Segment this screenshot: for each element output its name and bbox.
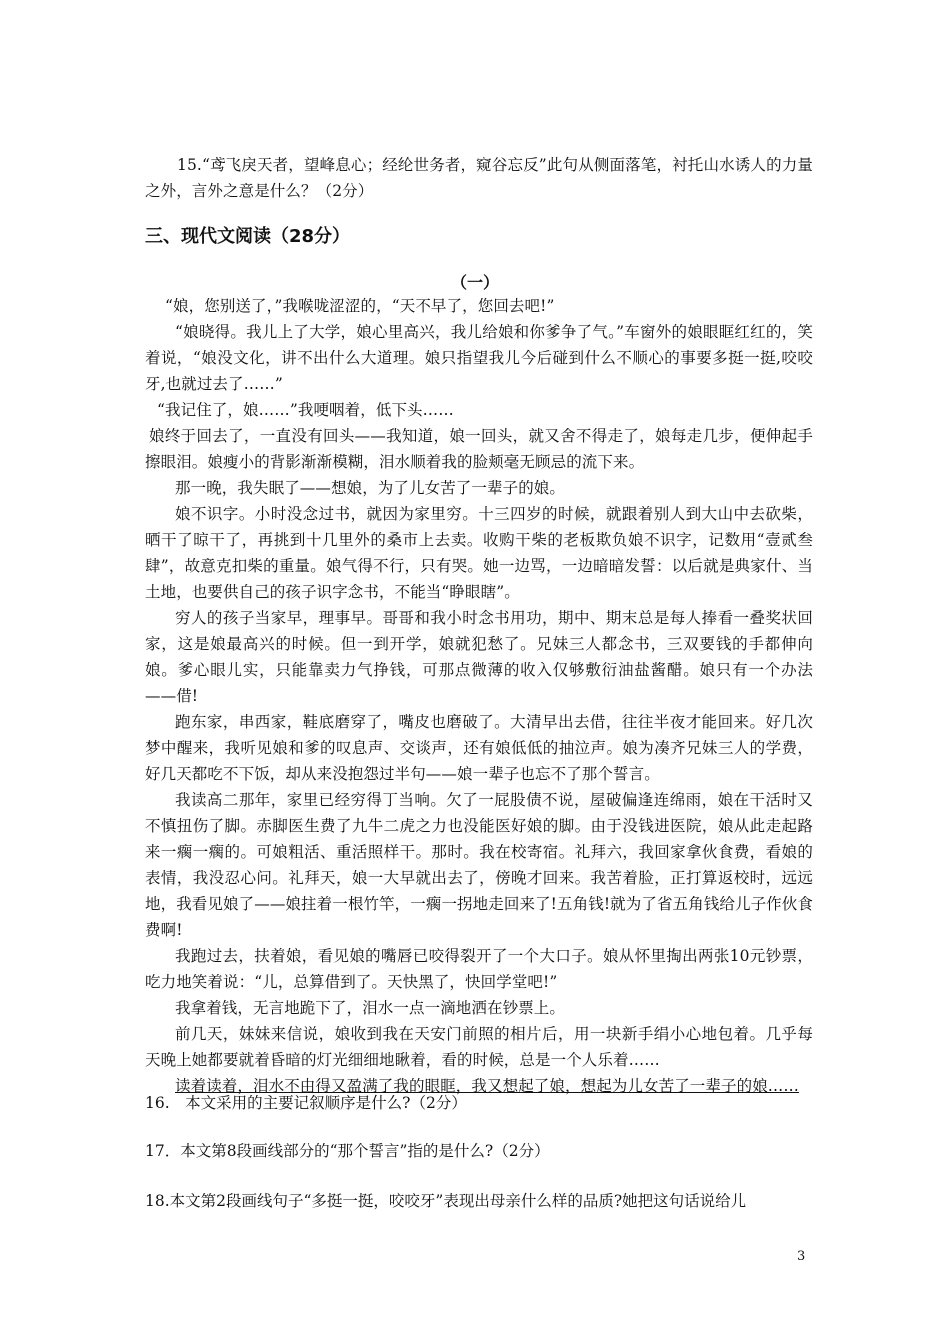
question-15: 15.“鸢飞戾天者，望峰息心；经纶世务者，窥谷忘反”此句从侧面落笔，衬托山水诱人的力量之外，言外之意是什么？（2分） [145,156,813,200]
paragraph: 前几天，妹妹来信说，娘收到我在天安门前照的相片后，用一块新手绢小心地包着。几乎每天晚上她都要就着昏暗的灯光细细地瞅着，看的时候，总是一个人乐着…… [145,1025,813,1069]
paragraph: 我读高二那年，家里已经穷得丁当响。欠了一屁股债不说，屋破偏逢连绵雨，娘在干活时又不慎扭伤了脚。赤脚医生费了九牛二虎之力也没能医好娘的脚。由于没钱进医院，娘从此走起路来一瘸一瘸的。可娘粗活、重活照样干。那时。我在校寄宿。礼拜六，我回家拿伙食费，看娘的表情，我没忍心问。礼拜天，娘一大早就出去了，傍晚才回来。我苦着脸，正打算返校时，远远地，我看见娘了——娘拄着一根竹竿，一瘸一拐地走回来了!五角钱!就为了省五角钱给儿子作伙食费啊! [145,791,813,939]
paragraph: 那一晚，我失眠了——想娘，为了儿女苦了一辈子的娘。 [175,479,566,497]
paragraph: 穷人的孩子当家早，理事早。哥哥和我小时念书用功，期中、期末总是每人捧看一叠奖状回家，这是娘最高兴的时候。但一到开学，娘就犯愁了。兄妹三人都念书，三双要钱的手都伸向娘。爹心眼儿实，只能靠卖力气挣钱，可那点微薄的收入仅够敷衍油盐酱醋。娘只有一个办法——借! [145,609,813,705]
question-16: 16. 本文采用的主要记叙顺序是什么?（2分） [145,1094,467,1112]
section-title: 三、现代文阅读（28分） [145,226,351,247]
paragraph: “娘，您别送了，”我喉咙涩涩的，“天不早了，您回去吧!” [165,297,555,315]
paragraph: 我拿着钱，无言地跪下了，泪水一点一滴地洒在钞票上。 [175,999,566,1017]
paragraph: 跑东家，串西家，鞋底磨穿了，嘴皮也磨破了。大清早出去借，往往半夜才能回来。好几次梦中醒来，我听见娘和爹的叹息声、交谈声，还有娘低低的抽泣声。娘为凑齐兄妹三人的学费，好几天都吃不下饭，却从来没抱怨过半句——娘一辈子也忘不了那个誓言。 [145,713,813,783]
question-18: 18.本文第2段画线句子“多挺一挺，咬咬牙”表现出母亲什么样的品质?她把这句话说给儿 [145,1192,747,1210]
paragraph: 娘终于回去了，一直没有回头——我知道，娘一回头，就又舍不得走了，娘每走几步，便伸起手擦眼泪。娘瘦小的背影渐渐模糊，泪水顺着我的脸颊毫无顾忌的流下来。 [145,427,813,471]
part-title: （一） [450,273,499,292]
paragraph: “娘晓得。我儿上了大学，娘心里高兴，我儿给娘和你爹争了气。”车窗外的娘眼眶红红的，笑着说，“娘没文化，讲不出什么大道理。娘只指望我儿今后碰到什么不顺心的事要多挺一挺,咬咬牙,也就过去了……” [145,323,813,393]
paragraph: “我记住了，娘……”我哽咽着，低下头…… [157,401,454,419]
underlined-paragraph: 读着读着，泪水不由得又盈满了我的眼眶，我又想起了娘，想起为儿女苦了一辈子的娘…… [175,1077,800,1095]
paragraph: 我跑过去，扶着娘，看见娘的嘴唇已咬得裂开了一个大口子。娘从怀里掏出两张10元钞票，吃力地笑着说：“儿，总算借到了。天快黑了，快回学堂吧!” [145,947,813,991]
page-number: 3 [797,1249,806,1264]
paragraph: 娘不识字。小时没念过书，就因为家里穷。十三四岁的时候，就跟着别人到大山中去砍柴，晒干了晾干了，再挑到十几里外的桑市上去卖。收购干柴的老板欺负娘不识字，记数用“壹贰叁肆”，故意克扣柴的重量。娘气得不行，只有哭。她一边骂，一边暗暗发誓：以后就是典家什、当土地，也要供自己的孩子识字念书，不能当“睁眼瞎”。 [145,505,813,601]
reading-passage [145,293,813,1099]
question-17: 17．本文第8段画线部分的“那个誓言”指的是什么?（2分） [145,1142,550,1160]
